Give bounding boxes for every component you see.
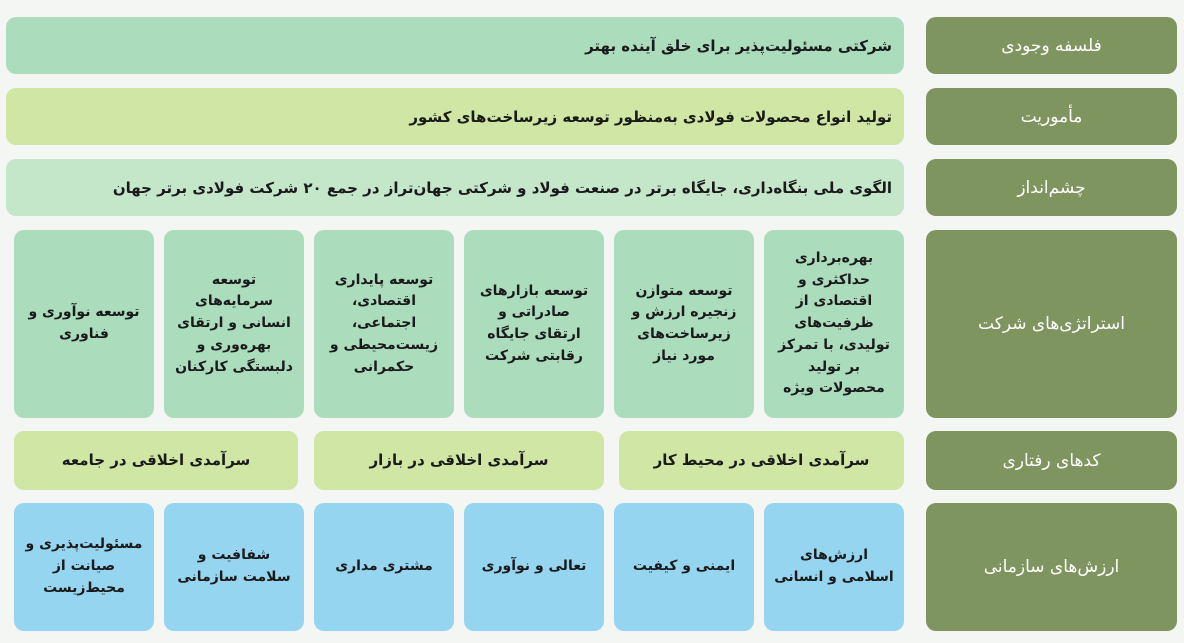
label-values: ارزش‌های سازمانی [926, 503, 1177, 631]
value-item: مسئولیت‌پذیری و صیانت از محیط‌زیست [14, 503, 154, 631]
strategy-item: توسعه بازارهای صادراتی و ارتقای جایگاه رقابتی شرکت [464, 230, 604, 418]
label-vision: چشم‌انداز [926, 159, 1177, 216]
strategy-item: بهره‌برداری حداکثری و اقتصادی از ظرفیت‌های تولیدی، با تمرکز بر تولید محصولات ویژه [764, 230, 904, 418]
value-item: ارزش‌های اسلامی و انسانی [764, 503, 904, 631]
code-item: سرآمدی اخلاقی در جامعه [14, 431, 298, 490]
code-item: سرآمدی اخلاقی در محیط کار [619, 431, 904, 490]
value-item: تعالی و نوآوری [464, 503, 604, 631]
strategy-item: توسعه نوآوری و فناوری [14, 230, 154, 418]
value-item: ایمنی و کیفیت [614, 503, 754, 631]
strategy-item: توسعه سرمایه‌های انسانی و ارتقای بهره‌وری و دلبستگی کارکنان [164, 230, 304, 418]
value-item: شفافیت و سلامت سازمانی [164, 503, 304, 631]
code-item: سرآمدی اخلاقی در بازار [314, 431, 604, 490]
philosophy-box: شرکتی مسئولیت‌پذیر برای خلق آینده بهتر [6, 17, 904, 74]
label-codes: کدهای رفتاری [926, 431, 1177, 490]
value-item: مشتری مداری [314, 503, 454, 631]
strategy-item: توسعه پایداری اقتصادی، اجتماعی، زیست‌محیطی و حکمرانی [314, 230, 454, 418]
label-mission: مأموریت [926, 88, 1177, 145]
label-strategies: استراتژی‌های شرکت [926, 230, 1177, 418]
label-philosophy: فلسفه وجودی [926, 17, 1177, 74]
vision-box: الگوی ملی بنگاه‌داری، جایگاه برتر در صنعت فولاد و شرکتی جهان‌تراز در جمع ۲۰ شرکت فولادی برتر جهان [6, 159, 904, 216]
strategy-item: توسعه متوازن زنجیره ارزش و زیرساخت‌های مورد نیاز [614, 230, 754, 418]
mission-box: تولید انواع محصولات فولادی به‌منظور توسعه زیرساخت‌های کشور [6, 88, 904, 145]
